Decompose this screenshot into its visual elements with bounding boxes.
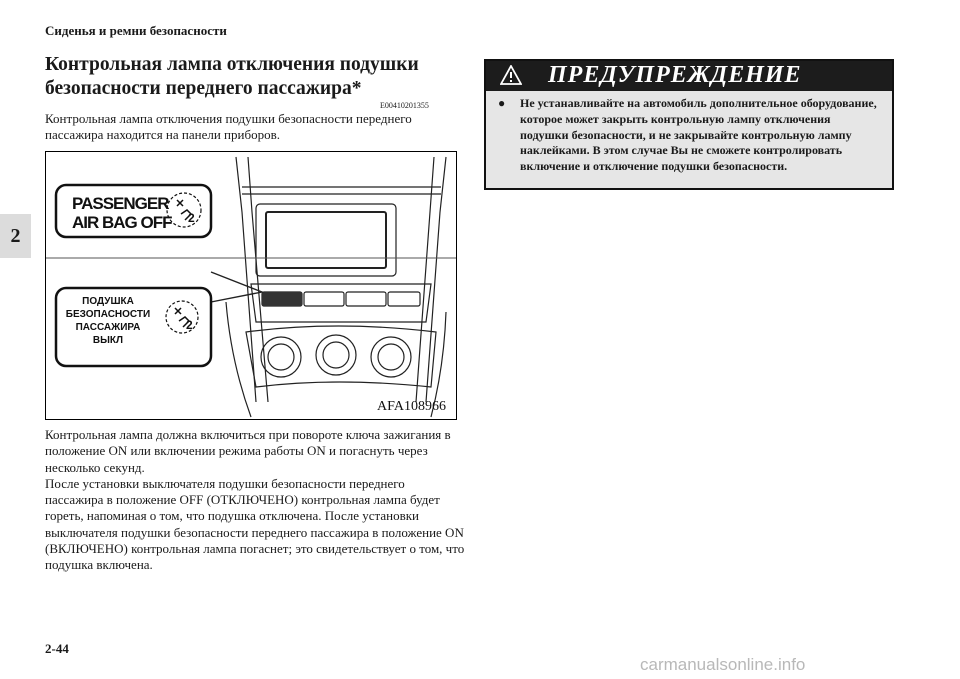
- icon-number-en: 2: [188, 211, 195, 225]
- chapter-tab: 2: [0, 214, 31, 258]
- dashboard-figure: [45, 151, 457, 420]
- body-paragraph-1: Контрольная лампа должна включиться при повороте ключа зажигания в положение ON или включении режима работы ON и погаснуть через несколько секунд.: [45, 427, 451, 475]
- article-code: E00410201355: [380, 101, 429, 110]
- warning-triangle-icon: [500, 65, 522, 85]
- warning-body: [498, 96, 878, 175]
- airbag-off-lamp: [262, 292, 302, 306]
- section-header: Сиденья и ремни безопасности: [45, 23, 227, 38]
- lamp-text-en-line2: AIR BAG OFF: [72, 213, 172, 232]
- article-title: Контрольная лампа отключения подушки безопасности переднего пассажира*: [45, 54, 419, 99]
- lamp-text-ru-line3: ПАССАЖИРА: [75, 322, 141, 333]
- warning-header: [486, 61, 892, 91]
- body-text: [45, 427, 465, 574]
- figure-caption: AFA108966: [377, 399, 446, 414]
- intro-paragraph: Контрольная лампа отключения подушки безопасности переднего пассажира находится на панели приборов.: [45, 111, 412, 142]
- icon-number-ru: 2: [186, 318, 193, 332]
- bullet-icon: ●: [498, 96, 506, 110]
- lamp-text-ru-line2: БЕЗОПАСНОСТИ: [65, 309, 151, 320]
- warning-title: ПРЕДУПРЕЖДЕНИЕ: [548, 62, 802, 88]
- page-number: 2-44: [45, 641, 69, 656]
- warning-box: [484, 59, 894, 190]
- lamp-text-ru-line4: ВЫКЛ: [92, 335, 124, 346]
- body-paragraph-2: После установки выключателя подушки безопасности переднего пассажира в положение OFF (ОТКЛЮЧЕНО) контрольная лампа будет гореть, напоминая о том, что подушка отключена. После установки выключателя подушки безопасности переднего пассажира в положение ON (ВКЛЮЧЕНО) контрольная лампа погаснет; это свидетельствует о том, что подушка включена.: [45, 475, 465, 573]
- lamp-text-en-line1: PASSENGER: [72, 194, 169, 213]
- lamp-text-ru-line1: ПОДУШКА: [82, 296, 134, 307]
- dashboard-illustration: [46, 152, 456, 419]
- warning-text: Не устанавливайте на автомобиль дополнительное оборудование, которое может закрыть контрольную лампу отключения подушки безопасности, и не закрывайте контрольную лампу наклейками. В этом случае Вы не сможете контролировать включение и отключение подушки безопасности.: [520, 96, 877, 174]
- watermark: carmanualsonline.info: [640, 655, 806, 674]
